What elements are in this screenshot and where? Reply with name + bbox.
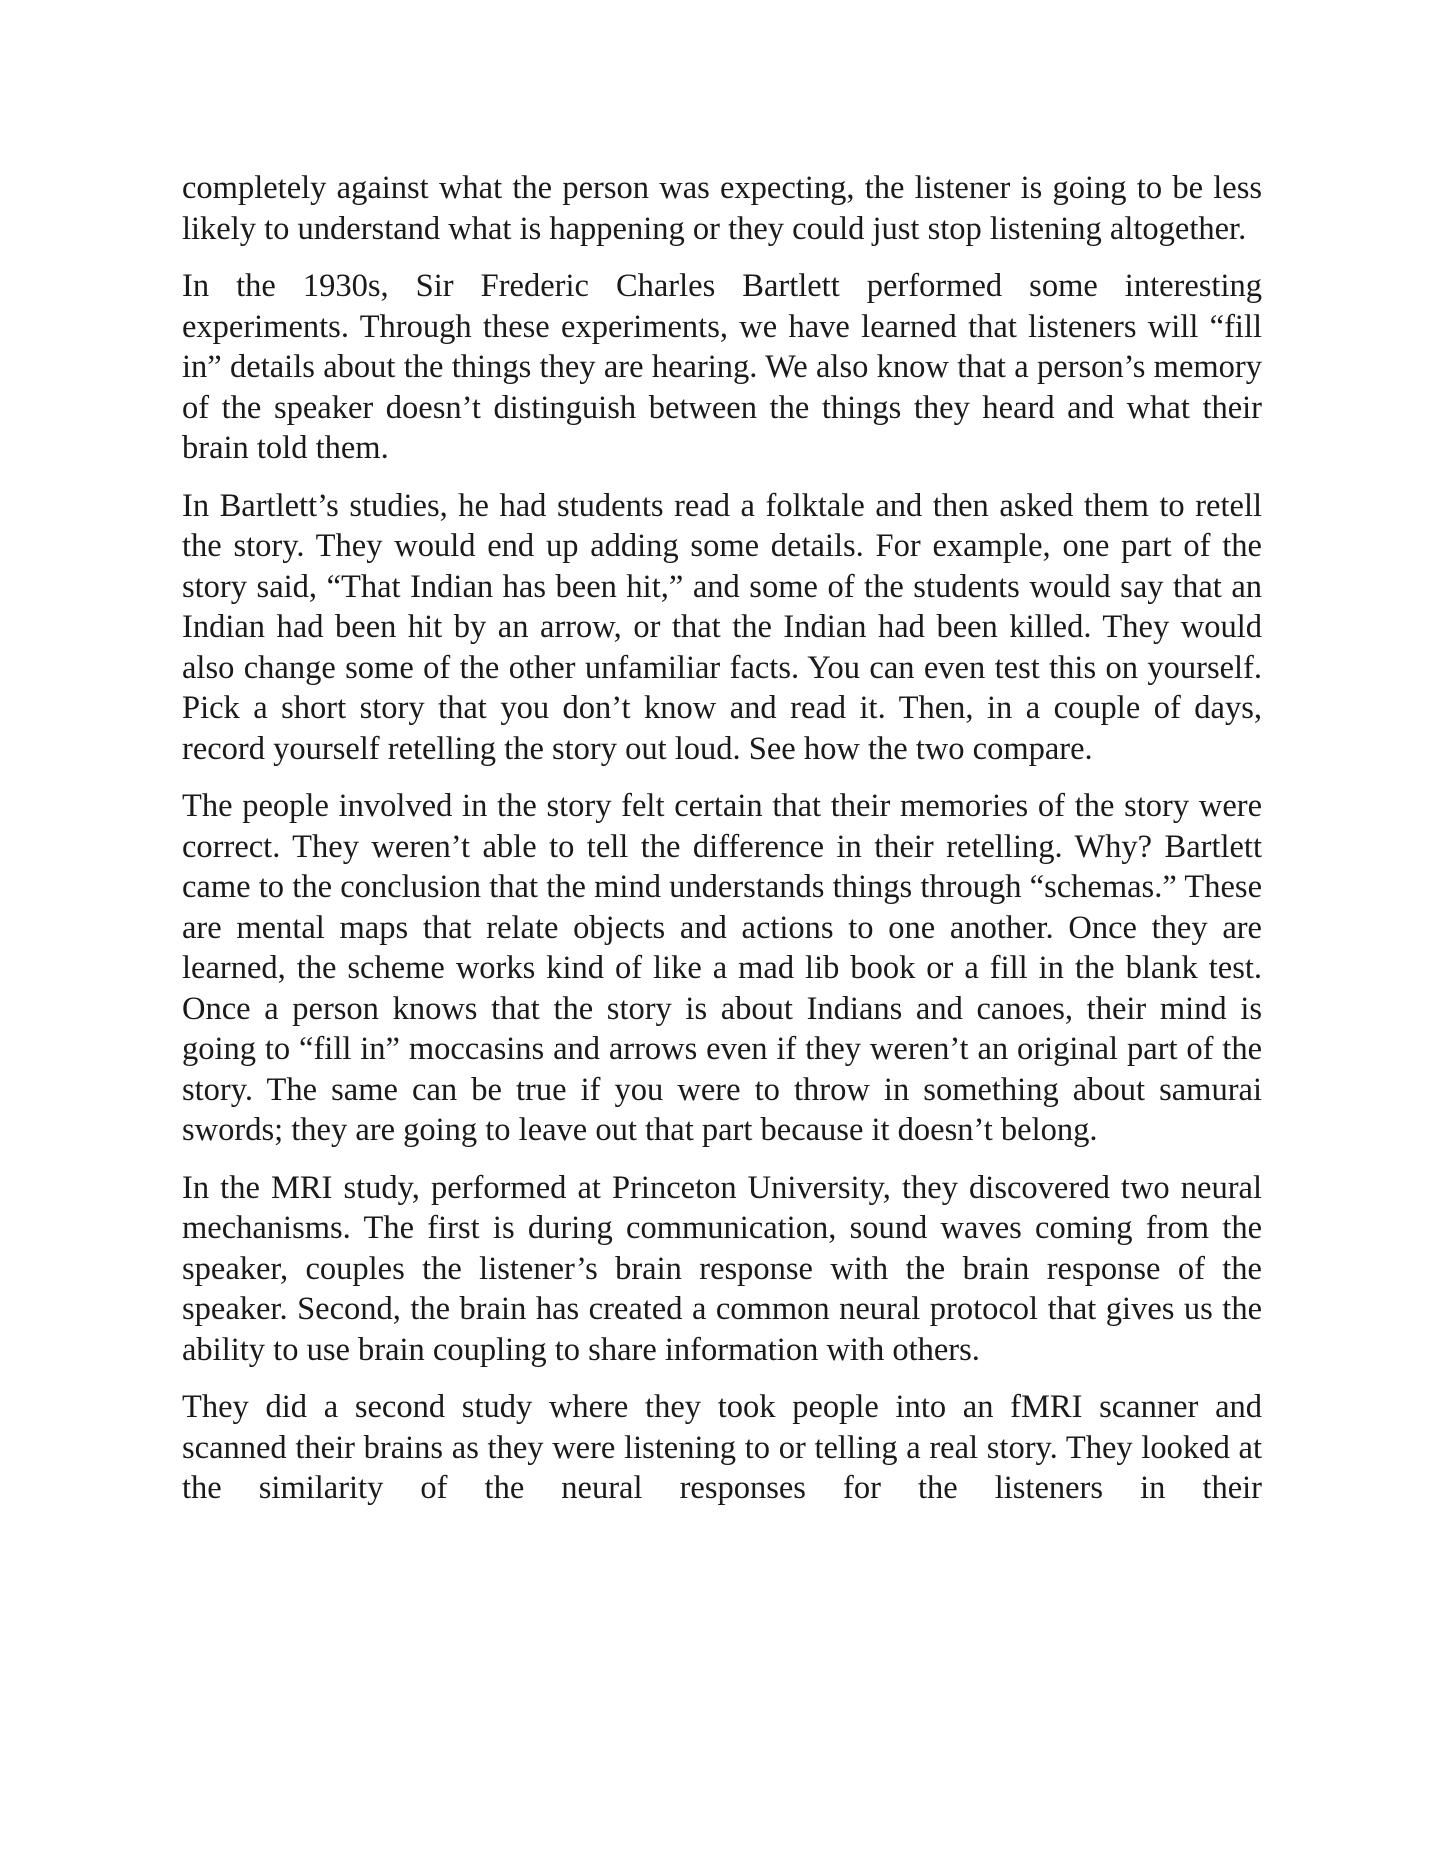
paragraph-6: They did a second study where they took people into an fMRI scanner and scanned their brains as they were listening to or telling a real story. They looked at the similarity of the neural responses for the listeners in their [182, 1389, 1262, 1506]
paragraph-2: In the 1930s, Sir Frederic Charles Bartlett performed some interesting experiments. Through these experiments, we have learned that listeners will “fill in” details about the things they are hearing. We also know that a person’s memory of the speaker doesn’t distinguish between the things they heard and what their brain told them. [182, 268, 1262, 466]
document-page [182, 168, 1262, 1526]
paragraph-5: In the MRI study, performed at Princeton University, they discovered two neural mechanisms. The first is during communication, sound waves coming from the speaker, couples the listener’s brain response with the brain response of the speaker. Second, the brain has created a common neural protocol that gives us the ability to use brain coupling to share information with others. [182, 1169, 1262, 1368]
paragraph-1: completely against what the person was expecting, the listener is going to be less likely to understand what is happening or they could just stop listening altogether. [182, 170, 1262, 247]
paragraph-3: In Bartlett’s studies, he had students read a folktale and then asked them to retell the story. They would end up adding some details. For example, one part of the story said, “That Indian has been hit,” and some of the students would say that an Indian had been hit by an arrow, or that the Indian had been killed. They would also change some of the other unfamiliar facts. You can even test this on yourself. Pick a short story that you don’t know and read it. Then, in a couple of days, record yourself retelling the story out loud. See how the two compare. [182, 487, 1262, 767]
paragraph-4: The people involved in the story felt certain that their memories of the story were correct. They weren’t able to tell the difference in their retelling. Why? Bartlett came to the conclusion that the mind understands things through “schemas.” These are mental maps that relate objects and actions to one another. Once they are learned, the scheme works kind of like a mad lib book or a fill in the blank test. Once a person knows that the story is about Indians and canoes, their mind is going to “fill in” moccasins and arrows even if they weren’t an original part of the story. The same can be true if you were to throw in something about samurai swords; they are going to leave out that part because it doesn’t belong. [182, 788, 1262, 1148]
